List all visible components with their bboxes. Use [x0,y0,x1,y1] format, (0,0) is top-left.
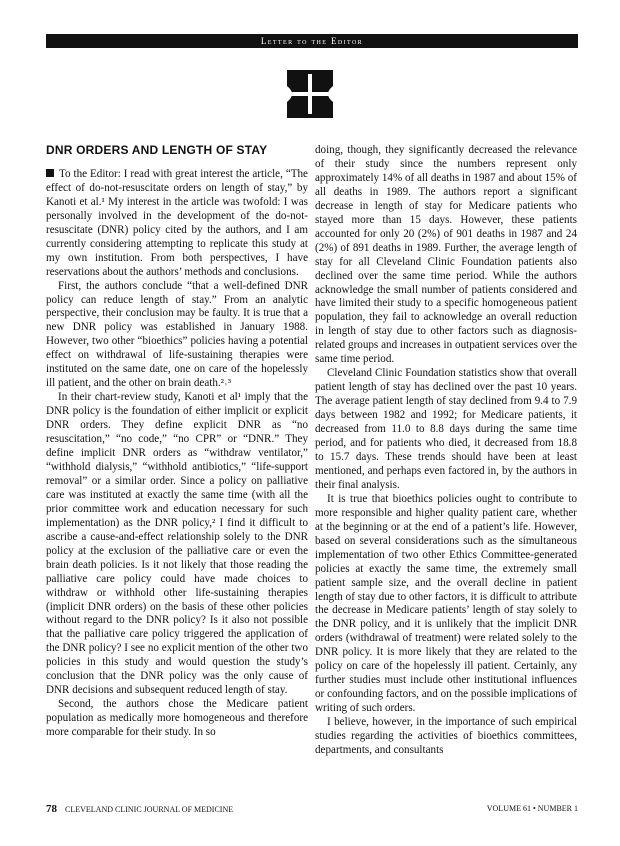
page-number: 78 [46,803,57,815]
page-footer [46,802,578,816]
right-column [315,144,577,758]
journal-name: CLEVELAND CLINIC JOURNAL OF MEDICINE [65,805,234,814]
paragraph: First, the authors conclude “that a well-defined DNR policy can reduce length of stay.” From an analytic perspective, their conclusion may be faulty. It is true that a new DNR policy was established in January 1988. However, two other “bioethics” policies having a potential effect on withdrawal of life-sustaining therapies were instituted on the same date, one on care of the hopelessly ill patient, and the other on brain death.²˒³ [46,279,308,390]
section-header-label: Letter to the Editor [260,36,364,46]
paragraph [46,168,308,280]
paragraph: In their chart-review study, Kanoti et al¹ imply that the DNR policy is the foundation of either implicit or explicit DNR orders. They define explicit DNR as “no resuscitation,” “no code,” “no CPR” or “DNR.” They define implicit DNR orders as “withdraw ventilator,” “withhold dialysis,” “withhold antibiotics,” “life-support removal” or a similar order. Since a policy on palliative care was instituted at exactly the same time (with all the prior committee work and education necessary for such implementation) as the DNR policy,² I find it difficult to ascribe a cause-and-effect relationship solely to the DNR policy at the exclusion of the palliative care or even the brain death policies. Is it not likely that those reading the palliative care policy could have made choices to withdraw or withhold other life-sustaining therapies (implicit DNR orders) on the basis of these other policies without regard to the DNR policy? Is it also not possible that the palliative care policy triggered the application of the DNR policy? I see no explicit mention of the other two policies in this study and would question the study’s conclusion that the DNR policy was the only cause of DNR decisions and subsequent reduced length of stay. [46,391,308,697]
left-column [46,144,308,740]
volume-number: VOLUME 61 • NUMBER 1 [486,804,578,813]
paragraph: Second, the authors chose the Medicare patient population as medically more homogeneous and therefore more comparable for their study. In so [46,698,308,739]
paragraph: I believe, however, in the importance of such empirical studies regarding the activities of bioethics committees, departments, and consultants [315,716,577,756]
bullet-square-icon [46,169,54,177]
paragraph: Cleveland Clinic Foundation statistics show that overall patient length of stay has declined over the past 10 years. The average patient length of stay declined from 9.4 to 7.9 days between 1982 and 1992; for Medicare patients, it decreased from 11.0 to 8.8 days during the same time period, and for patients who died, it decreased from 18.8 to 15.7 days. These trends should have been at least mentioned, and perhaps even factored in, by the authors in their final analysis. [315,367,577,491]
section-header [46,34,578,48]
paragraph: It is true that bioethics policies ought to contribute to more responsible and higher quality patient care, whether at the beginning or at the end of a patient’s life. However, based on several considerations such as the simultaneous implementation of two other Ethics Committee-generated policies at exactly the same time, the extremely small patient sample size, and the overall decline in patient length of stay due to other factors, it is difficult to attribute the decrease in Medicare patients’ length of stay solely to the DNR policy, and it is unlikely that the implicit DNR orders (withdrawal of treatment) were related solely to the DNR policy. It is more likely that they are related to the policy on care of the hopelessly ill patient. Certainly, any further studies must include other institutional influences or confounding factors, and on the possible implications of writing of such orders. [315,492,577,715]
paragraph-text: To the Editor: I read with great interest the article, “The effect of do-not-resuscitate orders on length of stay,” by Kanoti et al.¹ My interest in the article was twofold: I was personally involved in the development of the do-not-resuscitate (DNR) policy cited by the authors, and I am currently considering attempting to replicate this study at my own institution. From both perspectives, I have reservations about the authors’ methods and conclusions. [46,167,308,278]
journal-cross-logo [283,68,337,120]
article-title: DNR ORDERS AND LENGTH OF STAY [46,143,268,157]
paragraph: doing, though, they significantly decreased the relevance of their study since the numbers represent only approximately 14% of all deaths in 1987 and about 15% of all deaths in 1989. The authors report a significant decrease in length of stay for Medicare patients who stayed more than 15 days. However, these patients accounted for only 20 (2%) of 901 deaths in 1987 and 24 (2%) of 891 deaths in 1989. Further, the average length of stay for all Cleveland Clinic Foundation patients also declined over the same time period. While the authors acknowledge the small number of patients considered and have limited their study to a specific homogeneous patient population, they fail to acknowledge an overall reduction in length of stay due to other factors such as diagnosis-related groups and increases in outpatient services over the same time period. [315,144,577,366]
